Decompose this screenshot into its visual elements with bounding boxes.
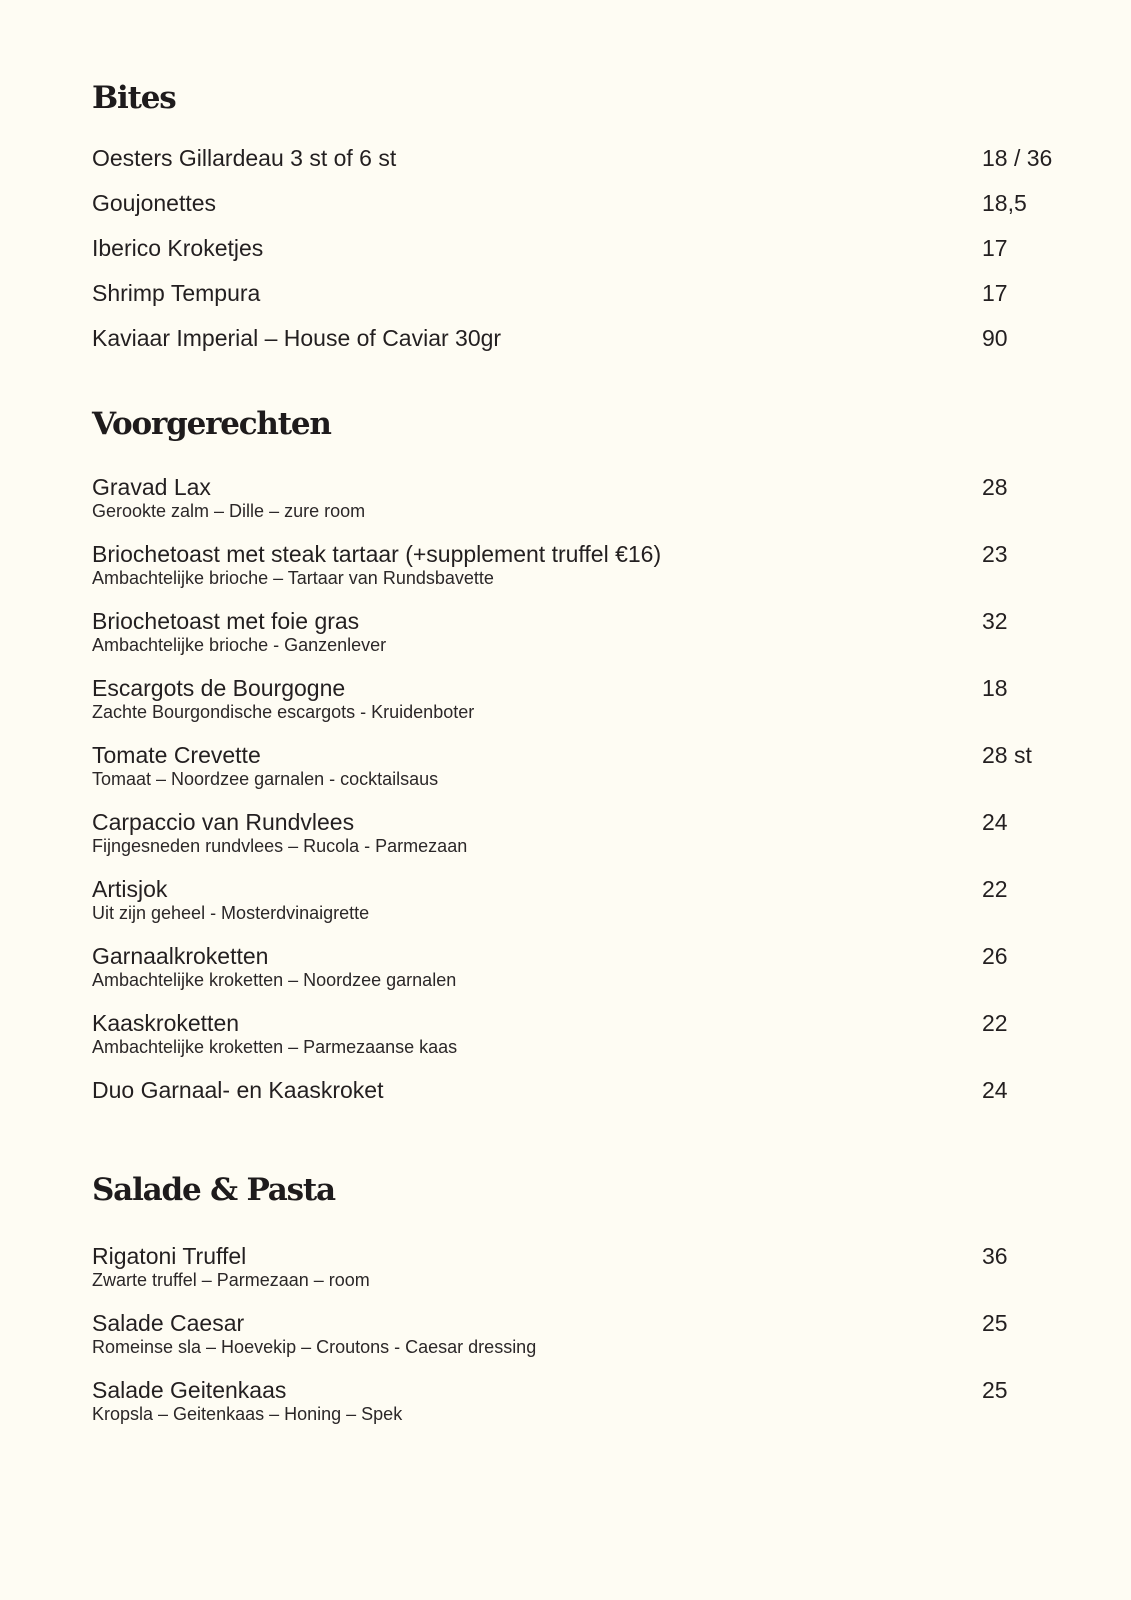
item-price: 17 [982, 280, 1008, 306]
item-price: 18 [982, 675, 1008, 701]
menu-item [92, 473, 1052, 529]
section-title-salade-pasta: Salade & Pasta [92, 1172, 335, 1208]
item-price: 36 [982, 1243, 1008, 1269]
menu-item [92, 1242, 1052, 1298]
menu-item [92, 741, 1052, 797]
item-name: Escargots de Bourgogne [92, 675, 346, 701]
item-price: 18,5 [982, 190, 1027, 216]
menu-item [92, 808, 1052, 864]
item-name: Artisjok [92, 876, 168, 902]
item-name: Goujonettes [92, 190, 217, 216]
item-price: 18 / 36 [982, 145, 1053, 171]
item-description: Ambachtelijke kroketten – Noordzee garnalen [92, 970, 457, 990]
item-name: Duo Garnaal- en Kaaskroket [92, 1077, 384, 1103]
item-price: 26 [982, 943, 1008, 969]
menu-item [92, 540, 1052, 596]
menu-item [92, 942, 1052, 998]
item-price: 28 st [982, 742, 1032, 768]
item-description: Fijngesneden rundvlees – Rucola - Parmezaan [92, 836, 468, 856]
item-description: Ambachtelijke brioche - Ganzenlever [92, 635, 387, 655]
item-name: Kaaskroketten [92, 1010, 240, 1036]
item-description: Uit zijn geheel - Mosterdvinaigrette [92, 903, 370, 923]
section-title-bites: Bites [92, 80, 176, 116]
item-name: Iberico Kroketjes [92, 235, 264, 261]
item-description: Tomaat – Noordzee garnalen - cocktailsaus [92, 769, 439, 789]
item-price: 24 [982, 809, 1008, 835]
item-price: 90 [982, 325, 1008, 351]
item-price: 24 [982, 1077, 1008, 1103]
item-price: 25 [982, 1377, 1008, 1403]
item-description: Zwarte truffel – Parmezaan – room [92, 1270, 370, 1290]
item-price: 23 [982, 541, 1008, 567]
item-price: 22 [982, 876, 1008, 902]
item-name: Oesters Gillardeau 3 st of 6 st [92, 145, 397, 171]
menu-item [92, 1376, 1052, 1432]
menu-item [92, 674, 1052, 730]
item-name: Briochetoast met steak tartaar (+supplement truffel €16) [92, 541, 662, 567]
item-name: Garnaalkroketten [92, 943, 269, 969]
item-price: 17 [982, 235, 1008, 261]
item-description: Ambachtelijke brioche – Tartaar van Rundsbavette [92, 568, 494, 588]
item-description: Romeinse sla – Hoevekip – Croutons - Caesar dressing [92, 1337, 537, 1357]
menu-item [92, 875, 1052, 931]
section-title-voorgerechten: Voorgerechten [92, 406, 331, 442]
item-name: Tomate Crevette [92, 742, 261, 768]
item-name: Kaviaar Imperial – House of Caviar 30gr [92, 325, 502, 351]
item-name: Salade Caesar [92, 1310, 245, 1336]
item-name: Shrimp Tempura [92, 280, 261, 306]
item-price: 22 [982, 1010, 1008, 1036]
item-price: 25 [982, 1310, 1008, 1336]
item-description: Ambachtelijke kroketten – Parmezaanse kaas [92, 1037, 458, 1057]
item-name: Carpaccio van Rundvlees [92, 809, 355, 835]
item-description: Zachte Bourgondische escargots - Kruidenboter [92, 702, 475, 722]
item-description: Gerookte zalm – Dille – zure room [92, 501, 366, 521]
menu-item [92, 1009, 1052, 1065]
menu-item [92, 324, 1052, 380]
item-description: Kropsla – Geitenkaas – Honing – Spek [92, 1404, 403, 1424]
item-price: 28 [982, 474, 1008, 500]
menu-item [92, 1309, 1052, 1365]
item-name: Rigatoni Truffel [92, 1243, 247, 1269]
item-name: Salade Geitenkaas [92, 1377, 287, 1403]
item-price: 32 [982, 608, 1008, 634]
menu-item [92, 607, 1052, 663]
item-name: Briochetoast met foie gras [92, 608, 360, 634]
item-name: Gravad Lax [92, 474, 211, 500]
menu-item [92, 1076, 1052, 1132]
